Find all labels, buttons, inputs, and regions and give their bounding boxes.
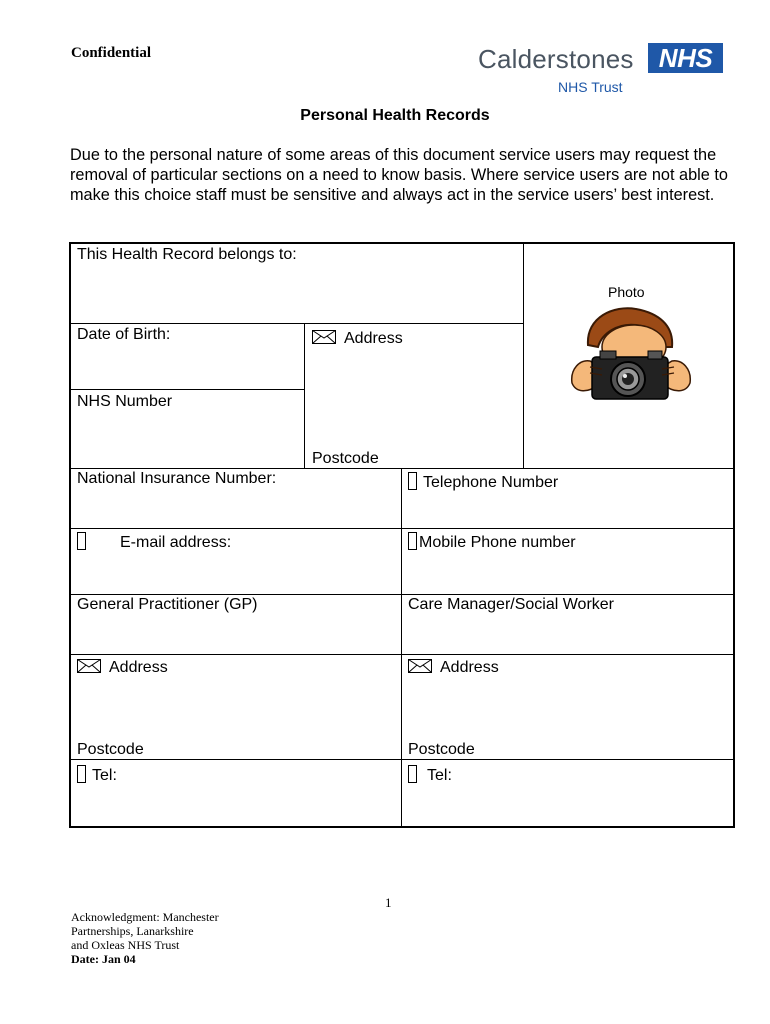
document-date: Date: Jan 04	[71, 952, 136, 966]
care-manager-field[interactable]	[408, 596, 614, 614]
nhs-number-field[interactable]	[77, 393, 172, 411]
mobile-label: Mobile Phone number	[419, 534, 576, 551]
ack-line-1: Acknowledgment: Manchester	[71, 910, 219, 924]
mobile-phone-icon	[408, 532, 417, 550]
care-manager-label: Care Manager/Social Worker	[408, 596, 615, 613]
gp-field[interactable]	[77, 596, 258, 614]
telephone-icon	[77, 765, 86, 783]
photo-label: Photo	[608, 284, 645, 300]
page-title: Personal Health Records	[300, 107, 490, 124]
intro-paragraph: Due to the personal nature of some areas of this document service users may request the removal of particular sections on a need to know basis. Where service users are not able to make this choice staff must be sensitive and always act in the service users’ best interest.	[70, 146, 728, 204]
logo-name: Calderstones	[478, 44, 634, 74]
telephone-field[interactable]	[408, 472, 558, 492]
acknowledgment	[71, 910, 219, 952]
telephone-label: Telephone Number	[423, 474, 559, 491]
address-label: Address	[344, 330, 403, 347]
nhs-number-label: NHS Number	[77, 393, 173, 410]
telephone-icon	[408, 472, 417, 490]
date-of-birth-field[interactable]	[77, 326, 170, 344]
belongs-to-field[interactable]	[77, 246, 297, 264]
camera-person-illustration	[566, 303, 696, 405]
gp-postcode-label: Postcode	[77, 741, 144, 758]
address-field[interactable]	[312, 330, 403, 348]
envelope-icon	[312, 330, 336, 344]
cm-tel-label: Tel:	[427, 767, 452, 784]
ack-line-3: and Oxleas NHS Trust	[71, 938, 180, 952]
postcode-label: Postcode	[312, 450, 379, 467]
cm-address-field[interactable]	[408, 659, 499, 677]
ni-number-label: National Insurance Number:	[77, 470, 277, 487]
envelope-icon	[77, 659, 101, 673]
envelope-icon	[408, 659, 432, 673]
gp-label: General Practitioner (GP)	[77, 596, 258, 613]
email-label: E-mail address:	[120, 534, 232, 551]
cm-postcode-label: Postcode	[408, 741, 475, 758]
mobile-field[interactable]	[408, 532, 576, 552]
gp-tel-label: Tel:	[92, 767, 117, 784]
date-of-birth-label: Date of Birth:	[77, 326, 171, 343]
belongs-to-label: This Health Record belongs to:	[77, 246, 297, 263]
email-icon	[77, 532, 86, 550]
cm-tel-field[interactable]	[408, 765, 452, 785]
page-number: 1	[385, 895, 392, 910]
logo-trust: NHS Trust	[558, 79, 623, 95]
telephone-icon	[408, 765, 417, 783]
cm-address-label: Address	[440, 659, 499, 676]
gp-address-label: Address	[109, 659, 168, 676]
gp-tel-field[interactable]	[77, 765, 117, 785]
email-field[interactable]	[77, 532, 231, 552]
nhs-logo-badge: NHS	[648, 43, 723, 73]
gp-address-field[interactable]	[77, 659, 168, 677]
ack-line-2: Partnerships, Lanarkshire	[71, 924, 194, 938]
confidential-label: Confidential	[71, 45, 152, 61]
ni-number-field[interactable]	[77, 470, 276, 488]
